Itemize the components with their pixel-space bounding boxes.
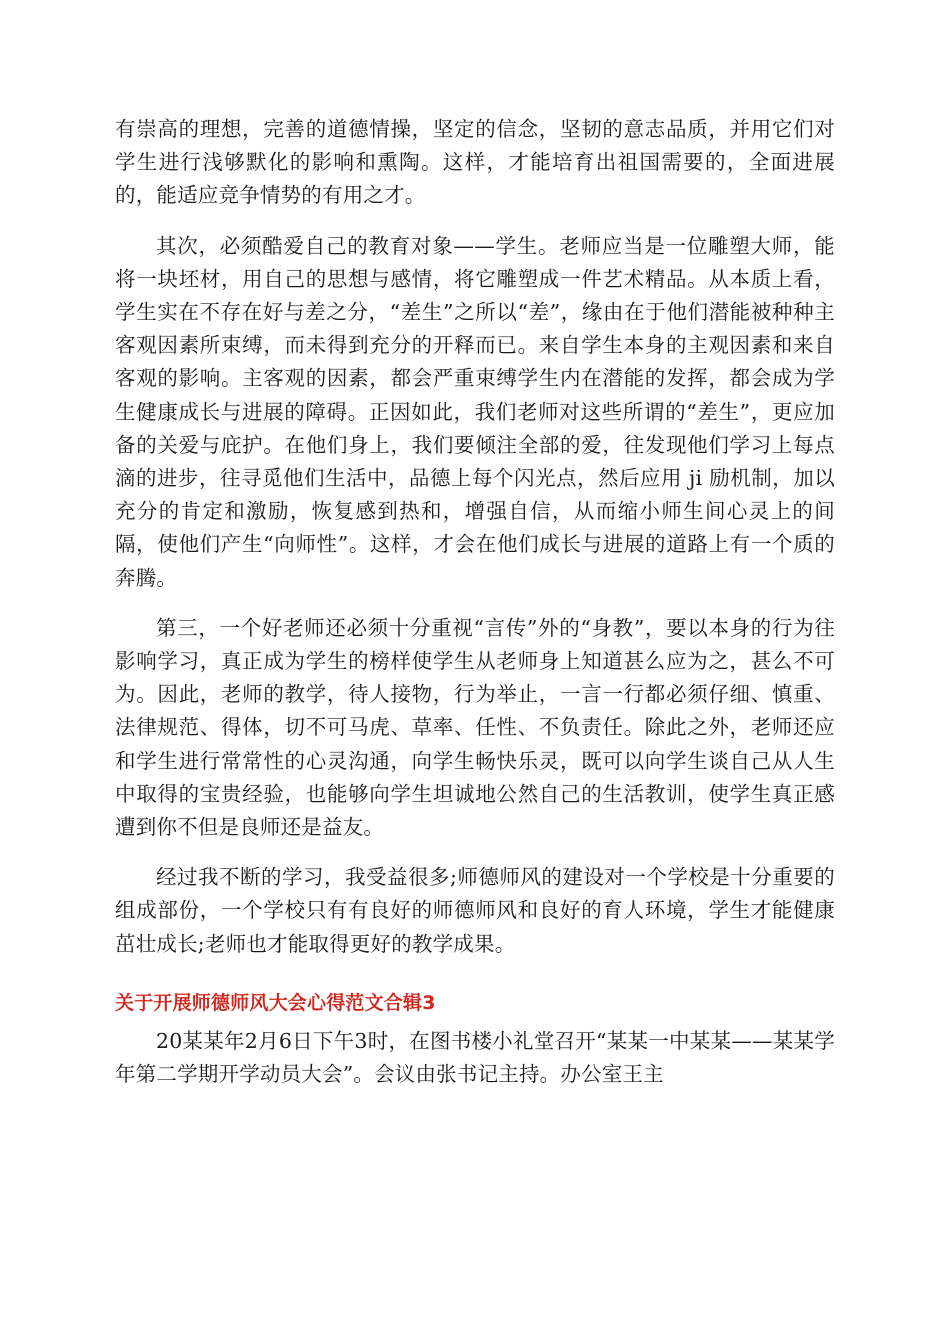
- section-heading: 关于开展师德师风大会心得范文合辑3: [115, 991, 436, 1014]
- document-page: [115, 113, 835, 1091]
- paragraph-second-point: 其次，必须酷爱自己的教育对象——学生。老师应当是一位雕塑大师，能将一块坯材，用自己的思想与感情，将它雕塑成一件艺术精品。从本质上看，学生实在不存在好与差之分，“差生”之所以“差”，缘由在于他们潜能被种种主客观因素所束缚，而未得到充分的开释而已。来自学生本身的主观因素和来自客观的影响。主客观的因素，都会严重束缚学生内在潜能的发挥，都会成为学生健康成长与进展的障碍。正因如此，我们老师对这些所谓的“差生”，更应加备的关爱与庇护。在他们身上，我们要倾注全部的爱，往发现他们学习上每点滴的进步，往寻觅他们生活中，品德上每个闪光点，然后应用 ji 励机制，加以充分的肯定和激励，恢复感到热和，增强自信，从而缩小师生间心灵上的间隔，使他们产生“向师性”。这样，才会在他们成长与进展的道路上有一个质的奔腾。: [115, 233, 835, 590]
- paragraph-conclusion: 经过我不断的学习，我受益很多;师德师风的建设对一个学校是十分重要的组成部份，一个学校只有有良好的师德师风和良好的育人环境，学生才能健康茁壮成长;老师也才能取得更好的教学成果。: [115, 865, 835, 956]
- paragraph-continuation: 有崇高的理想，完善的道德情操，坚定的信念，坚韧的意志品质，并用它们对学生进行浅够默化的影响和熏陶。这样，才能培育出祖国需要的，全面进展的，能适应竞争情势的有用之才。: [115, 117, 835, 208]
- paragraph-third-point: 第三，一个好老师还必须十分重视“言传”外的“身教”，要以本身的行为往影响学习，真正成为学生的榜样使学生从老师身上知道甚么应为之，甚么不可为。因此，老师的教学，待人接物，行为举止，一言一行都必须仔细、慎重、法律规范、得体，切不可马虎、草率、任性、不负责任。除此之外，老师还应和学生进行常常性的心灵沟通，向学生畅快乐灵，既可以向学生谈自己从人生中取得的宝贵经验，也能够向学生坦诚地公然自己的生活教训，使学生真正感遭到你不但是良师还是益友。: [115, 615, 835, 840]
- paragraph-section-intro: 20某某年2月6日下午3时，在图书楼小礼堂召开“某某一中某某——某某学年第二学期开学动员大会”。会议由张书记主持。办公室王主: [115, 1028, 835, 1087]
